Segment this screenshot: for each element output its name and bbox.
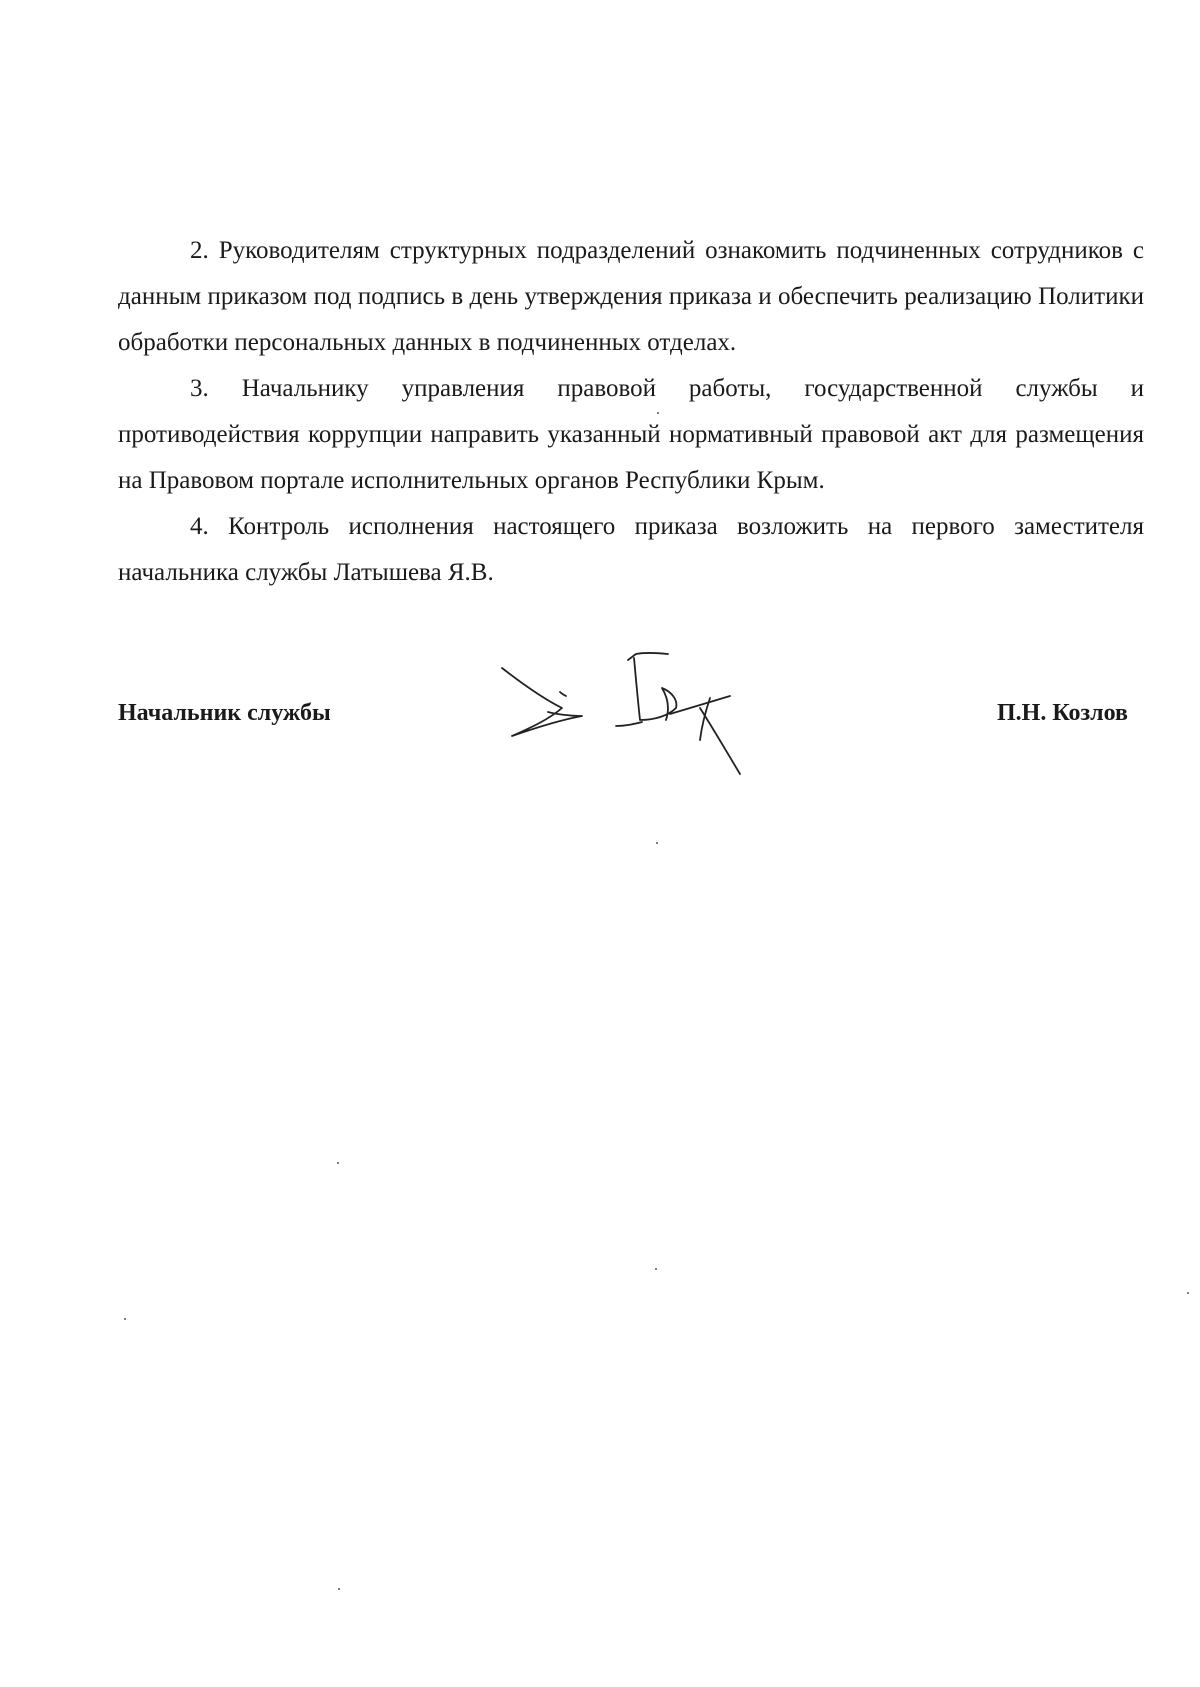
scan-speck xyxy=(337,1162,339,1164)
scan-speck xyxy=(124,1318,126,1320)
signatory-name: П.Н. Козлов xyxy=(996,700,1128,726)
signatory-position: Начальник службы xyxy=(118,700,331,726)
handwritten-signature xyxy=(500,650,770,790)
scan-speck xyxy=(656,842,658,844)
scan-speck xyxy=(657,412,659,414)
paragraph-item-3: 3. Начальнику управления правовой работы, государственной службы и противодействия коррупции направить указанный нормативный правовой акт для размещения на Правовом портале исполнительных органов Республики Крым. xyxy=(118,375,1144,494)
scan-speck xyxy=(655,1268,657,1270)
scan-speck xyxy=(338,1588,340,1590)
document-body xyxy=(118,228,1144,596)
scan-speck xyxy=(1187,1292,1189,1294)
paragraph-item-2: 2. Руководителям структурных подразделений ознакомить подчиненных сотрудников с данным приказом под подпись в день утверждения приказа и обеспечить реализацию Политики обработки персональных данных в подчиненных отделах. xyxy=(118,237,1144,356)
paragraph-item-4: 4. Контроль исполнения настоящего приказа возложить на первого заместителя начальника службы Латышева Я.В. xyxy=(118,513,1144,586)
